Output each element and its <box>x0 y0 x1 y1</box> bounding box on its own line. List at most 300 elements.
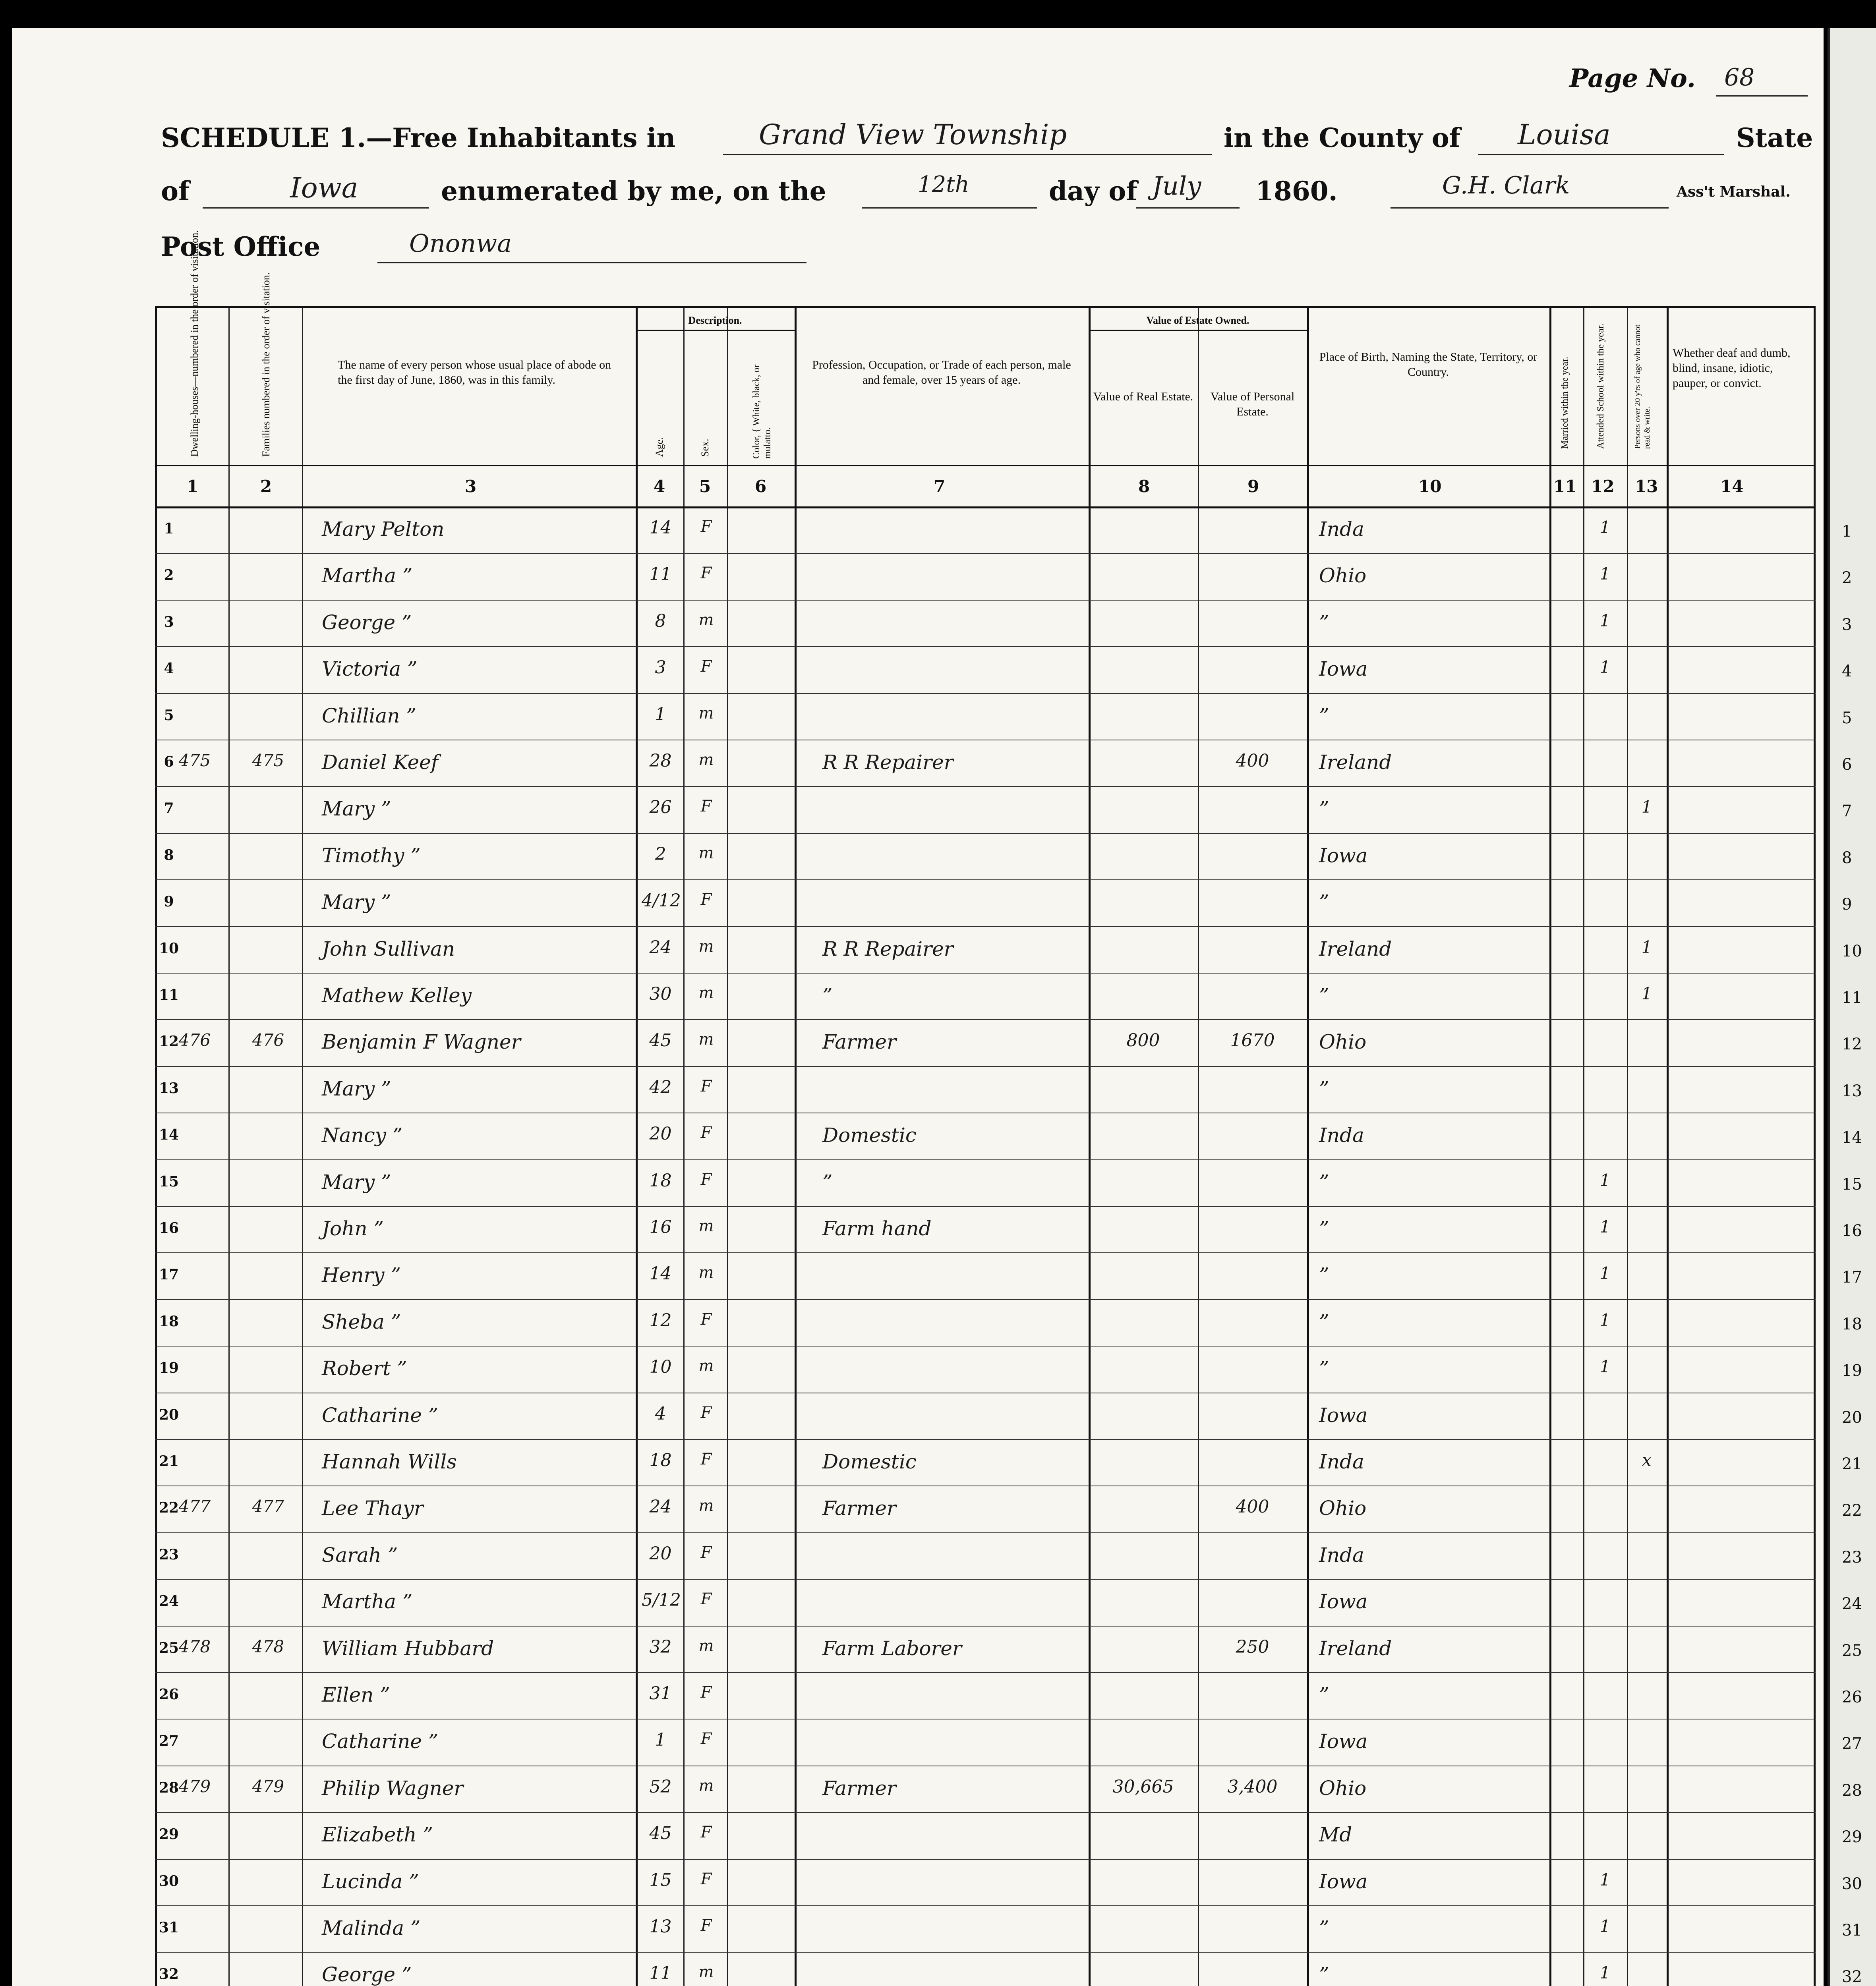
cell-sex: F <box>700 1124 712 1142</box>
line-number: 21 <box>159 1453 179 1470</box>
cell-age: 42 <box>649 1077 672 1097</box>
cell-school: 1 <box>1599 610 1611 630</box>
colnum-10: 10 <box>1418 477 1442 496</box>
cell-age: 20 <box>649 1543 672 1564</box>
day-label: day of <box>1049 176 1137 207</box>
cell-age: 1 <box>655 704 666 724</box>
cell-age: 30 <box>649 984 672 1004</box>
cell-sex: m <box>698 751 714 769</box>
line-number: 1 <box>164 520 174 537</box>
estate-underline <box>1089 330 1307 331</box>
row-rule <box>155 833 1816 834</box>
margin-line-number: 15 <box>1842 1175 1862 1194</box>
cell-age: 18 <box>649 1450 672 1470</box>
cell-personal: 3,400 <box>1227 1776 1278 1797</box>
margin-line-number: 27 <box>1842 1735 1862 1753</box>
cell-occupation: ” <box>822 984 833 1007</box>
description-underline <box>636 330 795 331</box>
cell-occupation: R R Repairer <box>822 937 953 960</box>
line-number: 27 <box>159 1733 179 1750</box>
of-label: of <box>161 176 190 207</box>
col6-header: Color, { White, black, or mulatto. <box>751 364 773 459</box>
cell-sex: F <box>700 1403 712 1422</box>
cell-sex: m <box>698 1636 714 1655</box>
cell-name: Martha ” <box>322 564 413 587</box>
line-number: 31 <box>159 1919 179 1936</box>
row-rule <box>155 1439 1816 1440</box>
cell-real: 800 <box>1126 1030 1160 1051</box>
line-number: 20 <box>159 1406 179 1423</box>
cell-sex: m <box>698 1776 714 1795</box>
col5-header: Sex. <box>699 439 711 457</box>
cell-sex: F <box>700 564 712 583</box>
line-number: 4 <box>164 660 174 677</box>
cell-name: William Hubbard <box>322 1636 494 1660</box>
cell-occupation: R R Repairer <box>822 751 953 774</box>
colnum-12: 12 <box>1591 477 1615 496</box>
cell-birth: ” <box>1319 797 1329 821</box>
cell-birth: Ohio <box>1319 564 1367 587</box>
cell-nr: 1 <box>1641 797 1652 817</box>
marshal: G.H. Clark <box>1442 172 1570 199</box>
col-divider-10 <box>1549 308 1551 1986</box>
margin-line-number: 1 <box>1842 522 1852 541</box>
line-number: 5 <box>164 707 174 724</box>
cell-occupation: Farmer <box>822 1030 896 1054</box>
estate-header: Value of Estate Owned. <box>1146 315 1249 326</box>
line-number: 22 <box>159 1499 179 1517</box>
cell-birth: ” <box>1319 1683 1329 1706</box>
cell-name: Sarah ” <box>322 1543 398 1567</box>
cell-sex: m <box>698 610 714 629</box>
margin-line-number: 7 <box>1842 802 1852 821</box>
cell-occupation: Farmer <box>822 1497 896 1520</box>
line-number: 13 <box>159 1080 179 1097</box>
description-header: Description. <box>688 315 742 326</box>
col-divider-13 <box>1667 308 1669 1986</box>
row-rule <box>155 600 1816 601</box>
month: July <box>1152 172 1201 201</box>
cell-school: 1 <box>1599 1916 1611 1936</box>
post-office-underline <box>377 262 806 263</box>
cell-birth: ” <box>1319 1077 1329 1100</box>
adjacent-page-margin <box>1828 28 1876 1986</box>
cell-name: Sheba ” <box>322 1310 401 1333</box>
cell-school: 1 <box>1599 1263 1611 1283</box>
cell-name: Elizabeth ” <box>322 1823 433 1847</box>
cell-birth: ” <box>1319 704 1329 727</box>
cell-dwelling: 477 <box>178 1497 211 1517</box>
colnum-8: 8 <box>1138 477 1150 496</box>
line-number: 7 <box>164 800 174 817</box>
margin-line-number: 6 <box>1842 755 1852 774</box>
margin-line-number: 11 <box>1842 989 1862 1007</box>
row-rule <box>155 1672 1816 1673</box>
cell-sex: F <box>700 1170 712 1189</box>
colnum-11: 11 <box>1553 477 1577 496</box>
cell-personal: 250 <box>1236 1636 1269 1657</box>
cell-occupation: Farm Laborer <box>822 1636 962 1660</box>
cell-name: George ” <box>322 610 412 634</box>
line-number: 9 <box>164 893 174 910</box>
cell-age: 11 <box>649 1963 672 1984</box>
col7-header: Profession, Occupation, or Trade of each person, male and female, over 15 years of age. <box>812 358 1071 386</box>
cell-birth: Iowa <box>1319 844 1368 867</box>
cell-nr: x <box>1642 1450 1652 1470</box>
cell-age: 45 <box>649 1823 672 1844</box>
cell-name: John Sullivan <box>322 937 455 960</box>
cell-birth: Inda <box>1319 518 1364 541</box>
col-divider-8 <box>1198 308 1199 1986</box>
cell-sex: F <box>700 1870 712 1888</box>
margin-line-number: 5 <box>1842 709 1852 727</box>
cell-age: 18 <box>649 1170 672 1191</box>
cell-occupation: Farm hand <box>822 1217 932 1240</box>
cell-name: Malinda ” <box>322 1916 421 1940</box>
cell-occupation: Domestic <box>822 1124 917 1147</box>
line-number: 18 <box>159 1313 179 1330</box>
row-rule <box>155 1626 1816 1627</box>
cell-birth: Iowa <box>1319 1730 1368 1753</box>
cell-sex: m <box>698 1357 714 1376</box>
cell-birth: Iowa <box>1319 1403 1368 1427</box>
cell-age: 4/12 <box>642 891 681 911</box>
col14-header: Whether deaf and dumb, blind, insane, idiotic, pauper, or convict. <box>1673 346 1791 390</box>
colnum-9: 9 <box>1247 477 1259 496</box>
cell-sex: F <box>700 797 712 816</box>
cell-age: 1 <box>655 1730 666 1750</box>
cell-birth: Inda <box>1319 1450 1364 1473</box>
colnum-7: 7 <box>934 477 946 496</box>
row-rule <box>155 1299 1816 1300</box>
cell-nr: 1 <box>1641 937 1652 957</box>
line-number: 2 <box>164 567 174 584</box>
margin-line-number: 4 <box>1842 662 1852 681</box>
cell-sex: F <box>700 1543 712 1562</box>
margin-line-number: 25 <box>1842 1641 1862 1660</box>
col9-header: Value of Personal Estate. <box>1210 390 1295 418</box>
cell-name: Martha ” <box>322 1590 413 1613</box>
col-divider-2 <box>302 308 303 1986</box>
county-label: in the County of <box>1224 122 1461 153</box>
row-rule <box>155 926 1816 927</box>
year: 1860. <box>1255 176 1338 207</box>
cell-age: 2 <box>655 844 666 864</box>
colnum-14: 14 <box>1720 477 1744 496</box>
cell-name: John ” <box>322 1217 384 1240</box>
state-underline <box>203 207 429 209</box>
margin-line-number: 12 <box>1842 1035 1862 1054</box>
township: Grand View Township <box>759 118 1067 151</box>
cell-age: 5/12 <box>642 1590 681 1611</box>
day-underline <box>862 207 1037 209</box>
margin-line-number: 31 <box>1842 1921 1862 1940</box>
cell-dwelling: 478 <box>178 1636 211 1656</box>
cell-name: Hannah Wills <box>322 1450 457 1473</box>
cell-sex: m <box>698 704 714 723</box>
colnum-1: 1 <box>187 477 199 496</box>
enumerated-label: enumerated by me, on the <box>441 176 826 207</box>
col8-header: Value of Real Estate. <box>1093 390 1193 403</box>
cell-family: 478 <box>252 1636 284 1656</box>
cell-age: 28 <box>649 751 672 771</box>
col13-header: Persons over 20 y'rs of age who cannot read & write. <box>1633 325 1652 449</box>
margin-line-number: 28 <box>1842 1781 1862 1800</box>
col-divider-1 <box>228 308 230 1986</box>
col1-header: Dwelling-houses—numbered in the order of visitation. <box>189 230 200 457</box>
cell-birth: ” <box>1319 1263 1329 1287</box>
schedule-title: SCHEDULE 1.—Free Inhabitants in <box>161 122 676 153</box>
margin-line-number: 23 <box>1842 1548 1862 1567</box>
cell-sex: m <box>698 1963 714 1982</box>
cell-school: 1 <box>1599 1217 1611 1236</box>
cell-name: Mary Pelton <box>322 518 445 541</box>
cell-personal: 400 <box>1236 751 1269 771</box>
cell-family: 479 <box>252 1776 284 1796</box>
cell-age: 10 <box>649 1357 672 1377</box>
margin-line-number: 32 <box>1842 1968 1862 1986</box>
col-divider-9 <box>1307 308 1309 1986</box>
colnum-3: 3 <box>465 477 477 496</box>
margin-line-number: 8 <box>1842 848 1852 867</box>
line-number: 3 <box>164 613 174 630</box>
cell-age: 13 <box>649 1916 672 1937</box>
cell-age: 24 <box>649 937 672 958</box>
cell-name: Mathew Kelley <box>322 984 472 1007</box>
cell-real: 30,665 <box>1112 1776 1174 1797</box>
cell-school: 1 <box>1599 1870 1611 1889</box>
row-rule <box>155 1952 1816 1953</box>
col12-header: Attended School within the year. <box>1596 323 1606 449</box>
cell-sex: F <box>700 1077 712 1095</box>
col-divider-4 <box>683 308 685 1986</box>
cell-name: Mary ” <box>322 1170 391 1194</box>
cell-sex: m <box>698 1030 714 1049</box>
line-number: 10 <box>159 940 179 957</box>
row-rule <box>155 973 1816 974</box>
cell-occupation: Farmer <box>822 1776 896 1800</box>
cell-age: 16 <box>649 1217 672 1237</box>
margin-line-number: 29 <box>1842 1828 1862 1847</box>
cell-birth: ” <box>1319 1310 1329 1333</box>
row-rule <box>155 1532 1816 1533</box>
cell-sex: F <box>700 891 712 909</box>
cell-birth: Ohio <box>1319 1497 1367 1520</box>
cell-family: 476 <box>252 1030 284 1050</box>
line-number: 28 <box>159 1779 179 1796</box>
margin-line-number: 16 <box>1842 1222 1862 1240</box>
post-office-label: Post Office <box>161 231 321 262</box>
cell-name: Daniel Keef <box>322 751 439 774</box>
cell-birth: Iowa <box>1319 1590 1368 1613</box>
col11-header: Married within the year. <box>1560 357 1570 449</box>
line-number: 12 <box>159 1033 179 1050</box>
col-divider-12 <box>1627 308 1628 1986</box>
cell-sex: F <box>700 1310 712 1329</box>
line-number: 14 <box>159 1126 179 1144</box>
margin-line-number: 18 <box>1842 1315 1862 1333</box>
cell-name: Ellen ” <box>322 1683 390 1706</box>
margin-line-number: 20 <box>1842 1408 1862 1427</box>
cell-name: Mary ” <box>322 891 391 914</box>
row-rule <box>155 1019 1816 1020</box>
cell-sex: m <box>698 844 714 862</box>
col4-header: Age. <box>654 437 665 457</box>
line-number: 15 <box>159 1173 179 1190</box>
colnum-13: 13 <box>1635 477 1658 496</box>
col-divider-7 <box>1089 308 1091 1986</box>
margin-line-number: 24 <box>1842 1595 1862 1613</box>
cell-sex: F <box>700 518 712 536</box>
col-divider-3 <box>636 308 638 1986</box>
post-office: Ononwa <box>409 229 512 258</box>
cell-name: Nancy ” <box>322 1124 403 1147</box>
state-label: State <box>1736 122 1813 153</box>
cell-name: Benjamin F Wagner <box>322 1030 521 1054</box>
township-underline <box>723 154 1212 155</box>
margin-line-number: 26 <box>1842 1688 1862 1706</box>
colnum-2: 2 <box>260 477 272 496</box>
marshal-label: Ass't Marshal. <box>1677 184 1791 200</box>
cell-occupation: ” <box>822 1170 833 1194</box>
line-number: 24 <box>159 1593 179 1610</box>
cell-birth: Ohio <box>1319 1776 1367 1800</box>
line-number: 8 <box>164 846 174 864</box>
cell-age: 20 <box>649 1124 672 1144</box>
cell-school: 1 <box>1599 1963 1611 1983</box>
margin-line-number: 17 <box>1842 1268 1862 1287</box>
colnum-bottom-line <box>155 506 1816 508</box>
cell-name: Lucinda ” <box>322 1870 419 1893</box>
row-rule <box>155 1859 1816 1860</box>
cell-personal: 1670 <box>1230 1030 1275 1051</box>
line-number: 30 <box>159 1872 179 1889</box>
cell-sex: m <box>698 937 714 956</box>
margin-line-number: 19 <box>1842 1362 1862 1380</box>
cell-birth: Ireland <box>1319 751 1392 774</box>
row-rule <box>155 786 1816 787</box>
row-rule <box>155 1206 1816 1207</box>
row-rule <box>155 879 1816 880</box>
row-rule <box>155 693 1816 694</box>
col-divider-6 <box>795 308 797 1986</box>
cell-birth: ” <box>1319 1916 1329 1940</box>
cell-age: 31 <box>649 1683 672 1704</box>
cell-birth: ” <box>1319 1963 1329 1986</box>
cell-age: 52 <box>649 1776 672 1797</box>
col2-header: Families numbered in the order of visitation. <box>260 272 272 457</box>
line-number: 29 <box>159 1826 179 1843</box>
margin-line-number: 21 <box>1842 1455 1862 1473</box>
cell-name: Chillian ” <box>322 704 416 727</box>
cell-name: Victoria ” <box>322 657 418 681</box>
cell-name: Philip Wagner <box>322 1776 464 1800</box>
cell-school: 1 <box>1599 1310 1611 1330</box>
cell-birth: ” <box>1319 984 1329 1007</box>
col10-header: Place of Birth, Naming the State, Territory, or Country. <box>1319 350 1538 379</box>
cell-sex: F <box>700 1730 712 1748</box>
cell-birth: ” <box>1319 1170 1329 1194</box>
marshal-underline <box>1391 207 1669 209</box>
cell-sex: F <box>700 1916 712 1935</box>
cell-birth: ” <box>1319 1357 1329 1380</box>
cell-name: Henry ” <box>322 1263 401 1287</box>
cell-birth: Iowa <box>1319 1870 1368 1893</box>
cell-birth: Inda <box>1319 1543 1364 1567</box>
row-rule <box>155 1812 1816 1813</box>
row-rule <box>155 1066 1816 1067</box>
margin-line-number: 2 <box>1842 569 1852 587</box>
line-number: 25 <box>159 1639 179 1656</box>
colnum-6: 6 <box>755 477 767 496</box>
colnum-4: 4 <box>654 477 665 496</box>
cell-school: 1 <box>1599 1170 1611 1190</box>
col-divider-5 <box>727 308 728 1986</box>
cell-name: Mary ” <box>322 1077 391 1100</box>
cell-birth: ” <box>1319 1217 1329 1240</box>
cell-name: Timothy ” <box>322 844 421 867</box>
cell-age: 45 <box>649 1030 672 1051</box>
cell-sex: F <box>700 1823 712 1842</box>
margin-line-number: 30 <box>1842 1874 1862 1893</box>
county-underline <box>1478 154 1724 155</box>
cell-age: 12 <box>649 1310 672 1331</box>
cell-dwelling: 479 <box>178 1776 211 1796</box>
cell-occupation: Domestic <box>822 1450 917 1473</box>
cell-name: George ” <box>322 1963 412 1986</box>
cell-age: 32 <box>649 1636 672 1657</box>
cell-age: 11 <box>649 564 672 585</box>
cell-school: 1 <box>1599 518 1611 537</box>
cell-birth: Iowa <box>1319 657 1368 681</box>
cell-name: Catharine ” <box>322 1403 439 1427</box>
month-underline <box>1136 207 1240 209</box>
row-rule <box>155 1159 1816 1160</box>
cell-age: 8 <box>655 610 666 631</box>
cell-age: 24 <box>649 1497 672 1517</box>
cell-birth: Inda <box>1319 1124 1364 1147</box>
row-rule <box>155 1346 1816 1347</box>
cell-sex: F <box>700 1450 712 1468</box>
day: 12th <box>918 172 969 197</box>
margin-line-number: 13 <box>1842 1082 1862 1100</box>
margin-line-number: 9 <box>1842 895 1852 914</box>
margin-line-number: 10 <box>1842 942 1862 960</box>
line-number: 17 <box>159 1266 179 1283</box>
cell-sex: m <box>698 1497 714 1515</box>
cell-birth: Ohio <box>1319 1030 1367 1054</box>
cell-nr: 1 <box>1641 984 1652 1003</box>
census-page <box>12 28 1824 1986</box>
margin-line-number: 14 <box>1842 1128 1862 1147</box>
cell-sex: F <box>700 1590 712 1609</box>
cell-school: 1 <box>1599 564 1611 584</box>
col3-header: The name of every person whose usual place of abode on the first day of June, 1860, was in this family. <box>338 358 611 386</box>
margin-line-number: 22 <box>1842 1501 1862 1520</box>
row-rule <box>155 1579 1816 1580</box>
cell-dwelling: 476 <box>178 1030 211 1050</box>
line-number: 19 <box>159 1360 179 1377</box>
cell-birth: Md <box>1319 1823 1352 1847</box>
line-number: 6 <box>164 753 174 770</box>
cell-name: Lee Thayr <box>322 1497 424 1520</box>
page-number: 68 <box>1724 64 1755 91</box>
cell-school: 1 <box>1599 657 1611 677</box>
cell-birth: ” <box>1319 891 1329 914</box>
line-number: 26 <box>159 1686 179 1703</box>
page-number-underline <box>1716 95 1808 97</box>
cell-personal: 400 <box>1236 1497 1269 1517</box>
